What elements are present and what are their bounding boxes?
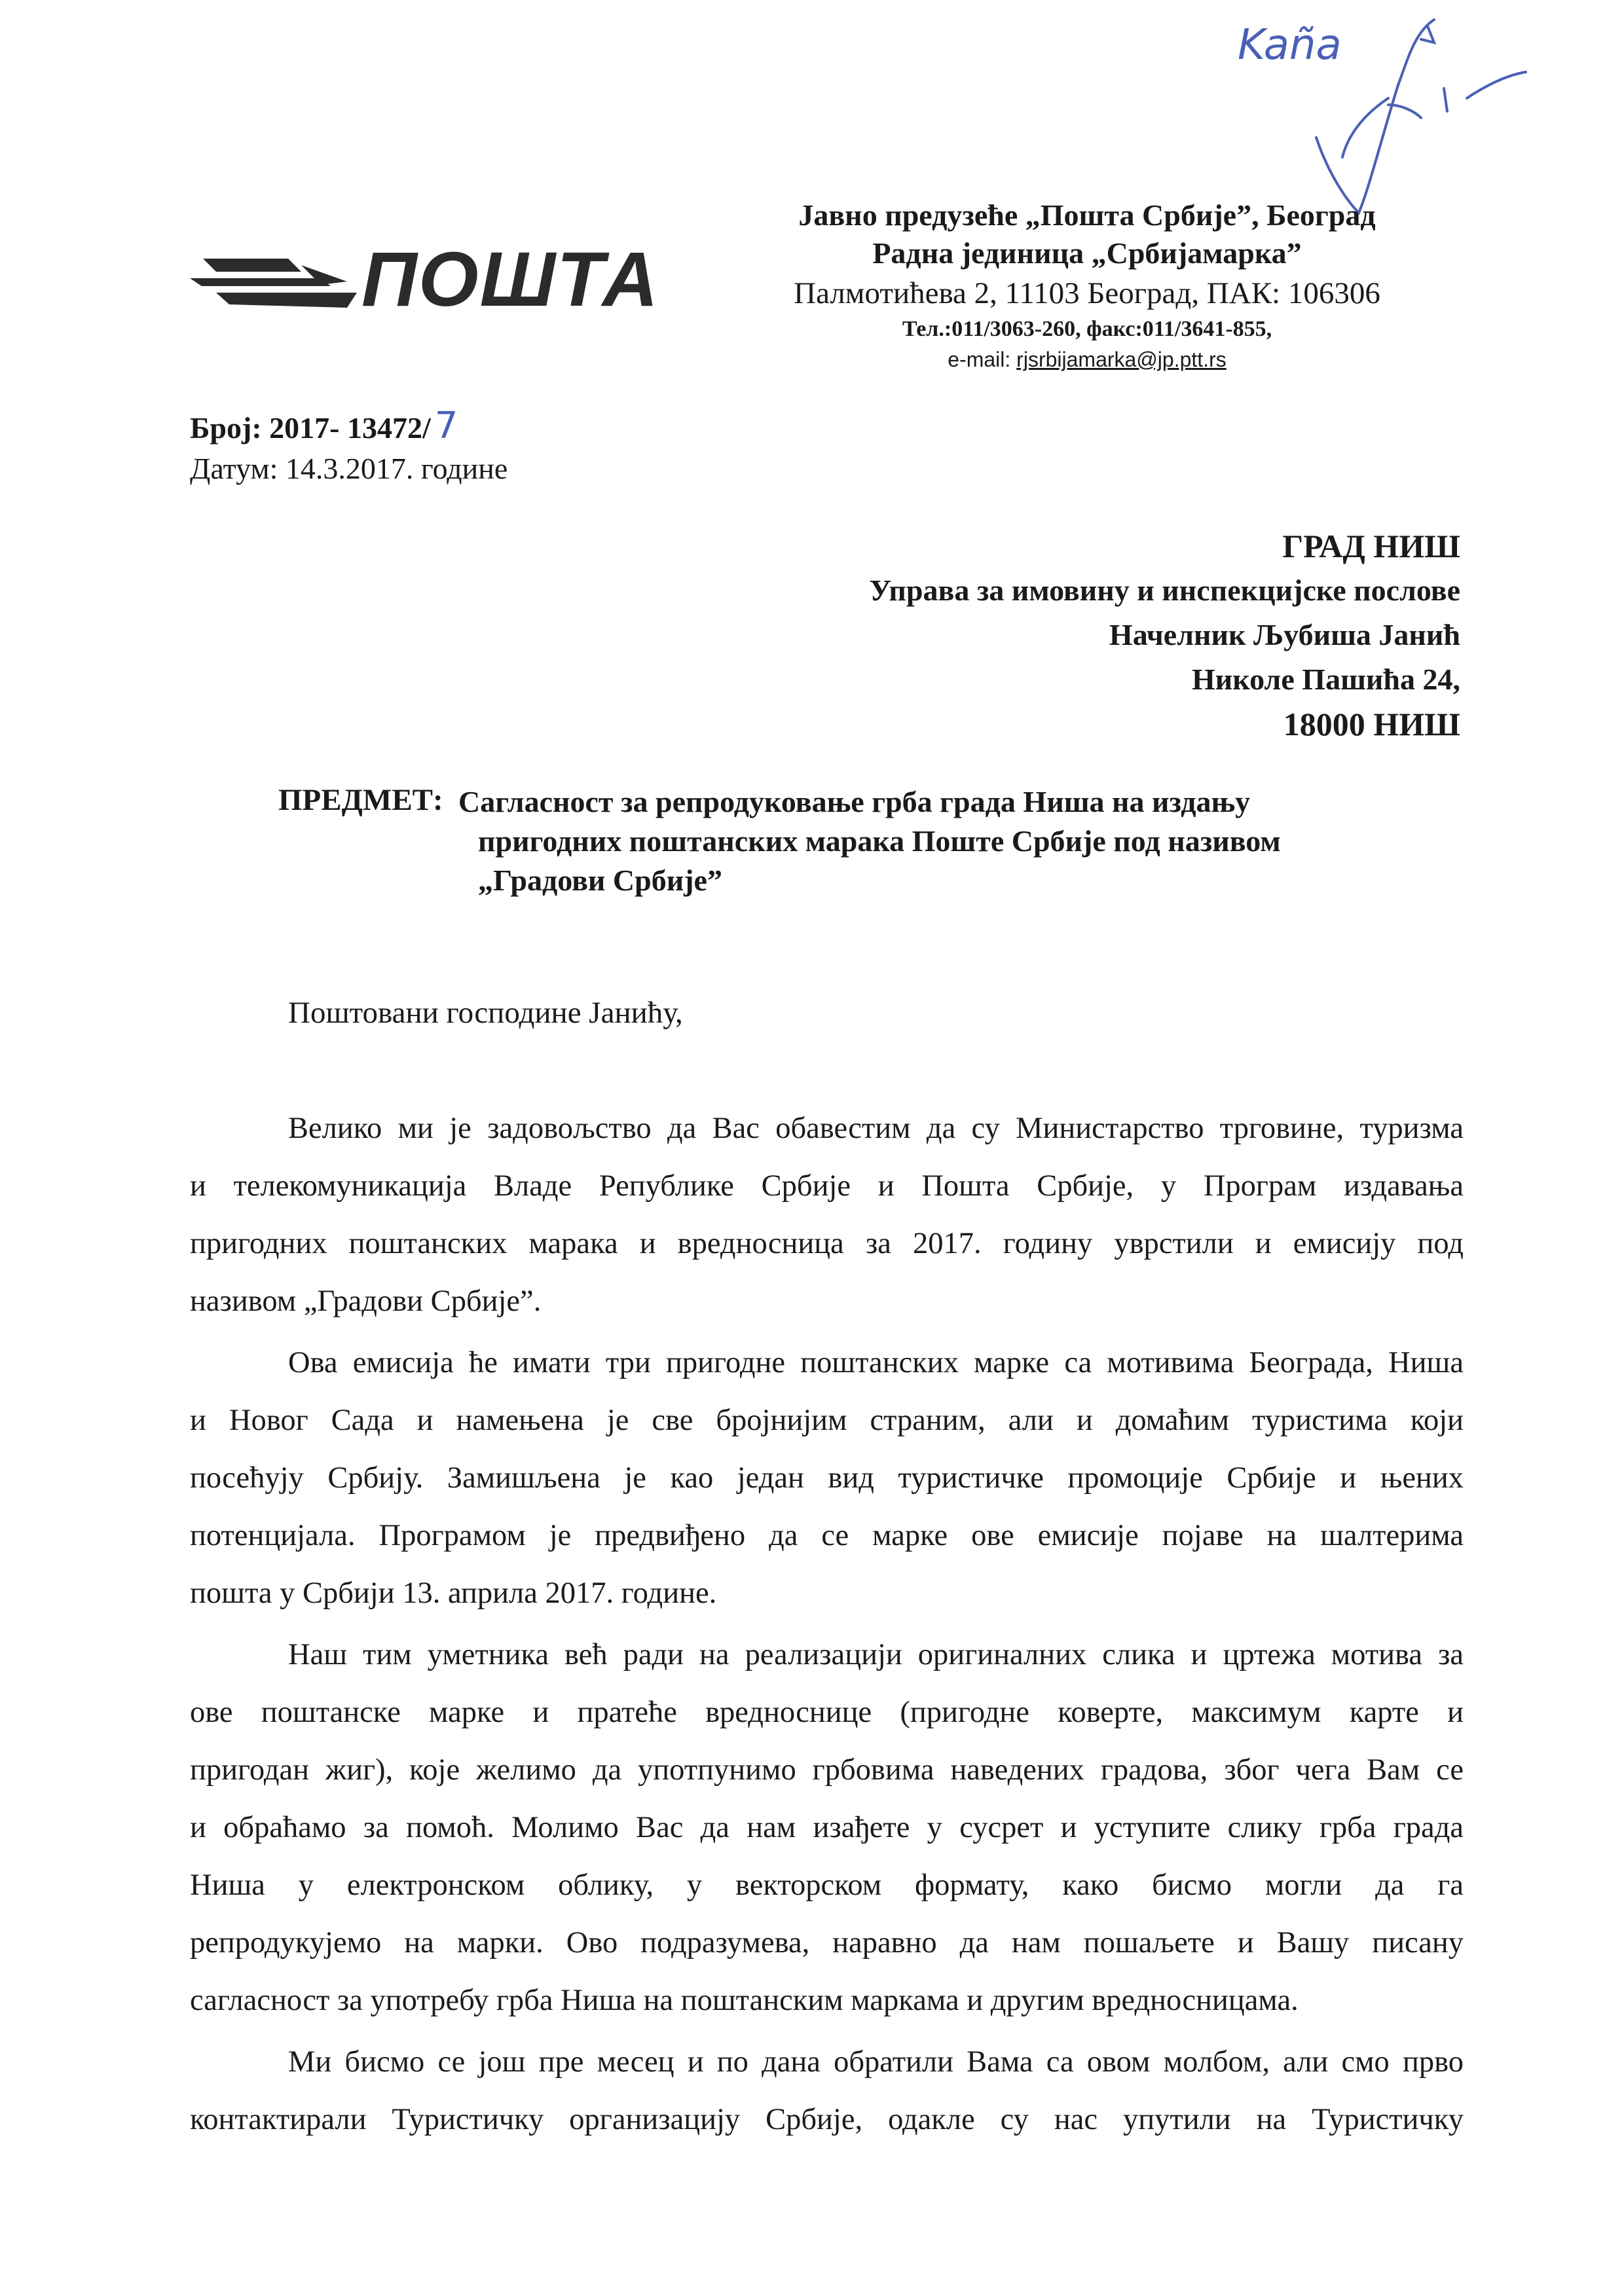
recipient-person: Начелник Љубиша Јанић bbox=[1109, 618, 1460, 651]
reference-block bbox=[190, 406, 507, 489]
sender-address: Палмотићева 2, 11103 Београд, ПАК: 106306 bbox=[794, 276, 1380, 310]
salutation: Поштовани господине Јанићу, bbox=[288, 996, 683, 1030]
reference-date: Датум: 14.3.2017. године bbox=[190, 452, 508, 485]
recipient-department: Управа за имовину и инспекцијске послове bbox=[869, 574, 1460, 607]
subject-label: ПРЕДМЕТ: bbox=[278, 783, 443, 817]
reference-number bbox=[190, 406, 507, 448]
subject-line-2: пригодних поштанских марака Поште Србије под називом bbox=[478, 824, 1281, 858]
recipient-block bbox=[869, 524, 1460, 746]
handwritten-initials: Kaña bbox=[1238, 21, 1342, 69]
body-line: и обраћамо за помоћ. Молимо Вас да нам изађете у сусрет и уступите слику грба града bbox=[190, 1811, 1464, 1844]
recipient-city: ГРАД НИШ bbox=[1282, 528, 1460, 564]
sender-email-link[interactable]: rjsrbijamarka@jp.ptt.rs bbox=[1016, 348, 1227, 371]
body-line: и Новог Сада и намењена је све бројнијим страним, али и домаћим туристима који bbox=[190, 1404, 1464, 1437]
handwritten-signature bbox=[1218, 7, 1559, 229]
subject-line-3: „Градови Србије” bbox=[478, 864, 722, 897]
recipient-street: Николе Пашића 24, bbox=[1191, 663, 1460, 696]
logo-arrow-icon bbox=[190, 246, 360, 318]
sender-company: Јавно предузеће „Пошта Србије”, Београд bbox=[798, 198, 1376, 232]
recipient-postcode: 18000 НИШ bbox=[1283, 706, 1460, 742]
sender-block bbox=[747, 196, 1428, 374]
body-line: посећују Србију. Замишљена је као један вид туристичке промоције Србије и њених bbox=[190, 1461, 1464, 1495]
body-line: Наш тим уметника већ ради на реализацији оригиналних слика и цртежа мотива за bbox=[288, 1638, 1464, 1671]
body-line: и телекомуникација Владе Републике Србије и Пошта Србије, у Програм издавања bbox=[190, 1169, 1464, 1203]
subject-line-1: Сагласност за репродуковање грба града Ниша на издању bbox=[458, 785, 1251, 818]
body-line: називом „Градови Србије”. bbox=[190, 1285, 542, 1318]
body-line: Ми бисмо се још пре месец и по дана обратили Вама са овом молбом, али смо прво bbox=[288, 2045, 1464, 2079]
paragraph-4 bbox=[190, 2033, 1464, 2149]
body-line: репродукујемо на марки. Ово подразумева, наравно да нам пошаљете и Вашу писану bbox=[190, 1926, 1464, 1959]
reference-number-handwritten: 7 bbox=[434, 405, 458, 447]
sender-unit: Радна јединица „Србијамарка” bbox=[872, 236, 1302, 270]
paragraph-3 bbox=[190, 1626, 1464, 2030]
paragraph-1 bbox=[190, 1100, 1464, 1330]
email-label: e-mail: bbox=[948, 348, 1017, 371]
body-line: ове поштанске марке и пратеће вредноснице (пригодне коверте, максимум карте и bbox=[190, 1696, 1464, 1729]
body-line: контактирали Туристичку организацију Србије, одакле су нас упутили на Туристичку bbox=[190, 2103, 1464, 2136]
posta-logo bbox=[190, 236, 659, 327]
sender-email-line bbox=[747, 344, 1428, 374]
body-line: пригодан жиг), које желимо да употпунимо грбовима наведених градова, због чега Вам се bbox=[190, 1753, 1464, 1787]
logo-text: ПОШТА bbox=[361, 236, 659, 323]
body-line: Велико ми је задовољство да Вас обавестим да су Министарство трговине, туризма bbox=[288, 1112, 1464, 1145]
body-line: Ниша у електронском облику, у векторском формату, како бисмо могли да га bbox=[190, 1868, 1464, 1902]
body-line: Ова емисија ће имати три пригодне поштанских марке са мотивима Београда, Ниша bbox=[288, 1346, 1464, 1379]
paragraph-2 bbox=[190, 1334, 1464, 1622]
sender-phone: Тел.:011/3063-260, факс:011/3641-855, bbox=[902, 317, 1272, 341]
letter-body bbox=[190, 1100, 1464, 2153]
body-line: пошта у Србији 13. априла 2017. године. bbox=[190, 1576, 717, 1610]
body-line: пригодних поштанских марака и вредносница за 2017. годину уврстили и емисију под bbox=[190, 1227, 1464, 1260]
reference-number-label: Број: 2017- 13472/ bbox=[190, 411, 431, 445]
body-line: сагласност за употребу грба Ниша на поштанским маркама и другим вредносницама. bbox=[190, 1984, 1299, 2017]
body-line: потенцијала. Програмом је предвиђено да се марке ове емисије појаве на шалтерима bbox=[190, 1519, 1464, 1552]
